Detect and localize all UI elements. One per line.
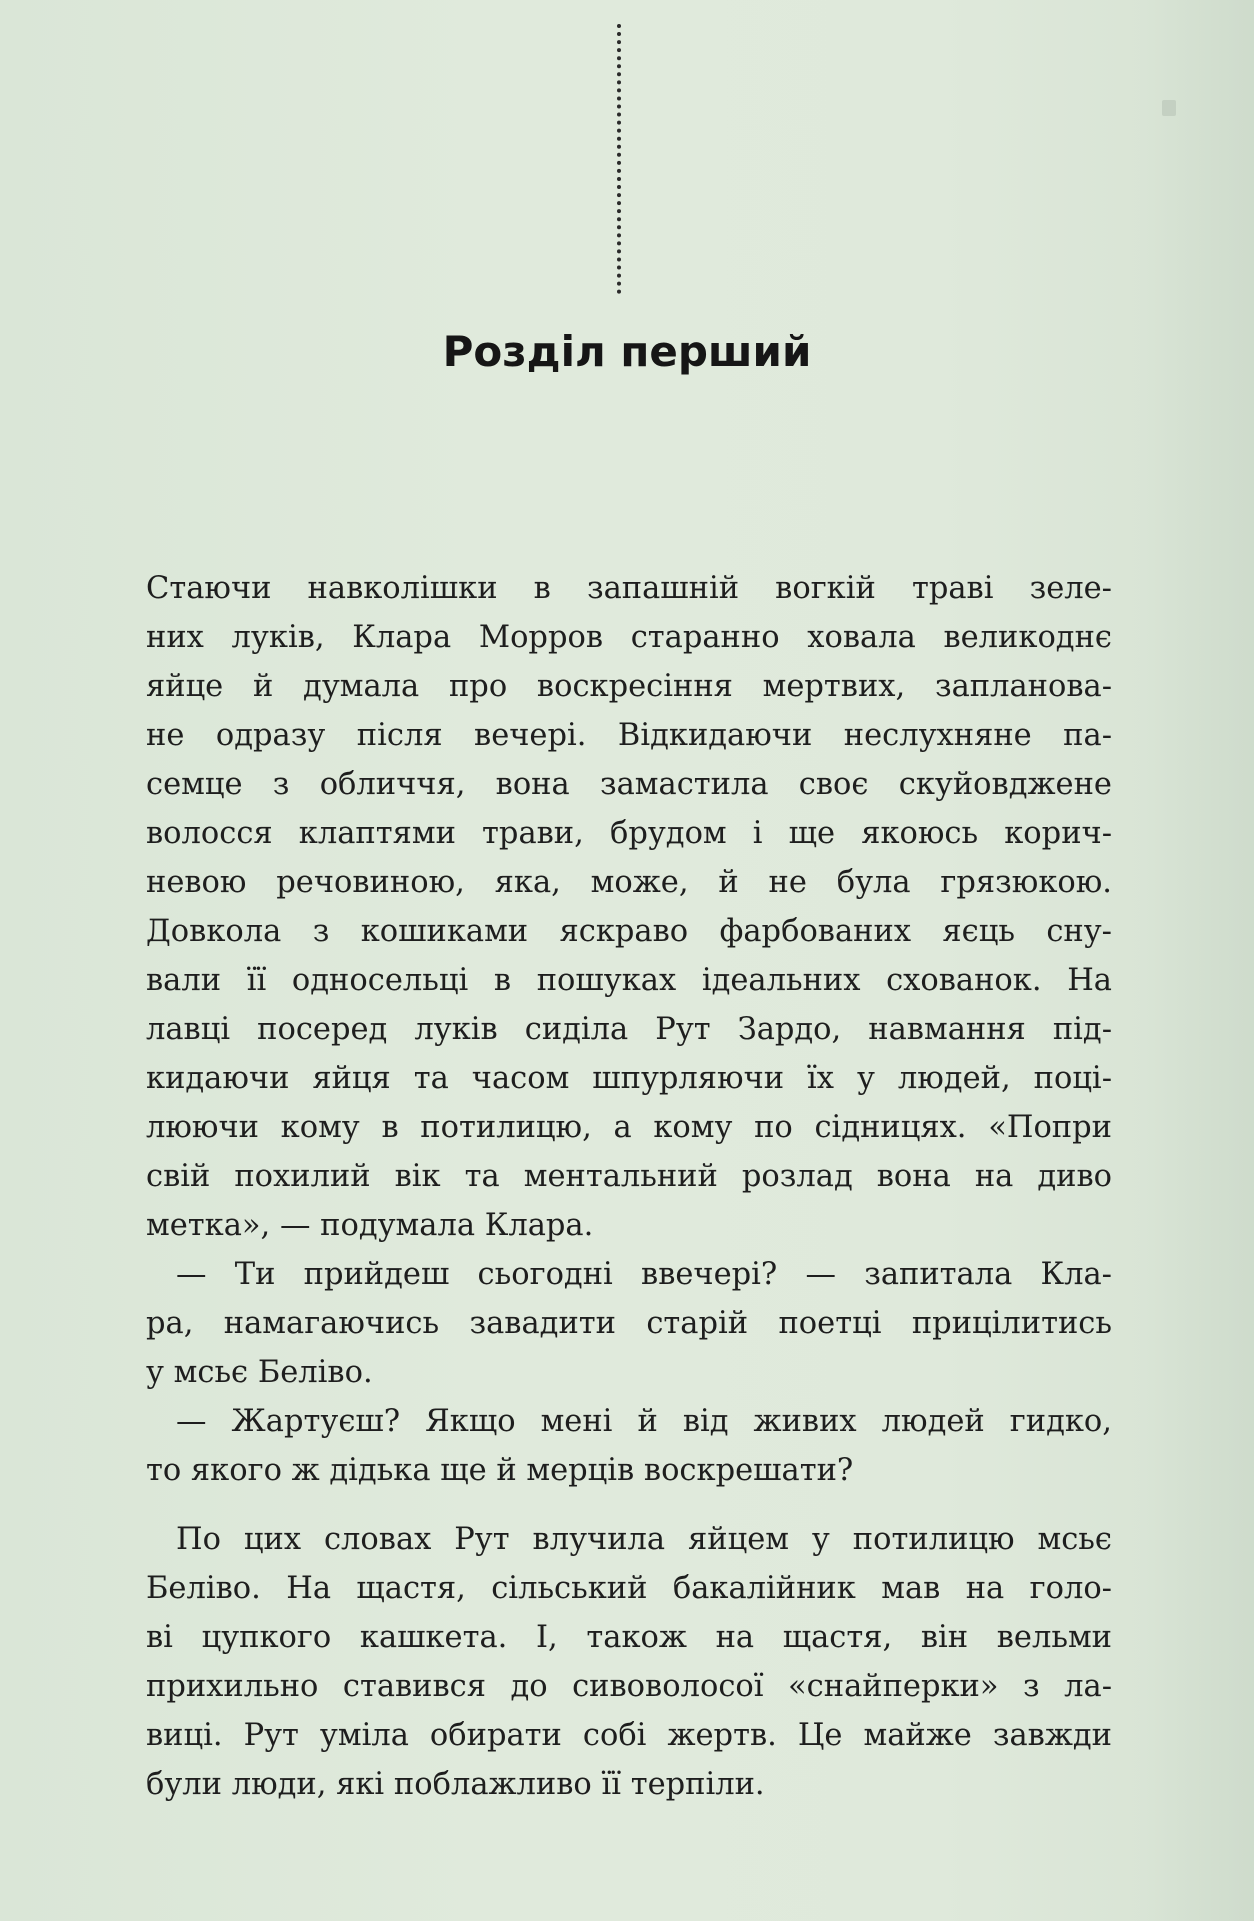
text-line: метка», — подумала Клара. (146, 1208, 594, 1243)
text-line: виці. Рут уміла обирати собі жертв. Це майже завжди (146, 1718, 1112, 1753)
text-line: Довкола з кошиками яскраво фарбованих яєць сну- (146, 914, 1112, 949)
text-line: семце з обличчя, вона замастила своє скуйовджене (146, 767, 1112, 802)
paragraph-2 (146, 1250, 1112, 1397)
text-line: — Ти прийдеш сьогодні ввечері? — запитала Кла- (176, 1257, 1112, 1292)
text-line: у мсьє Беліво. (146, 1355, 373, 1390)
text-line: були люди, які поблажливо її терпіли. (146, 1767, 765, 1802)
text-line: — Жартуєш? Якщо мені й від живих людей гидко, (176, 1404, 1112, 1439)
dotted-divider (617, 24, 621, 294)
text-line: люючи кому в потилицю, а кому по сідницях. «Попри (146, 1110, 1112, 1145)
text-line: ра, намагаючись завадити старій поетці прицілитись (146, 1306, 1112, 1341)
chapter-title: Розділ перший (442, 327, 812, 376)
paragraph-1 (146, 564, 1112, 1250)
body-text (146, 564, 1112, 1809)
text-line: свій похилий вік та ментальний розлад вона на диво (146, 1159, 1112, 1194)
text-line: Стаючи навколішки в запашній вогкій траві зеле- (146, 571, 1112, 606)
text-line: них луків, Клара Морров старанно ховала великоднє (146, 620, 1112, 655)
text-line: яйце й думала про воскресіння мертвих, запланова- (146, 669, 1112, 704)
text-line: то якого ж дідька ще й мерців воскрешати? (146, 1453, 854, 1488)
text-line: вали її односельці в пошуках ідеальних схованок. На (146, 963, 1112, 998)
page-edge-mark (1162, 100, 1176, 116)
text-line: ві цупкого кашкета. І, також на щастя, він вельми (146, 1620, 1112, 1655)
paragraph-4 (146, 1515, 1112, 1809)
text-line: невою речовиною, яка, може, й не була грязюкою. (146, 865, 1112, 900)
text-line: кидаючи яйця та часом шпурляючи їх у людей, поці- (146, 1061, 1112, 1096)
text-line: Беліво. На щастя, сільський бакалійник мав на голо- (146, 1571, 1112, 1606)
paragraph-3 (146, 1397, 1112, 1495)
text-line: не одразу після вечері. Відкидаючи неслухняне па- (146, 718, 1112, 753)
text-line: волосся клаптями трави, брудом і ще якоюсь корич- (146, 816, 1112, 851)
text-line: По цих словах Рут влучила яйцем у потилицю мсьє (176, 1522, 1112, 1557)
text-line: лавці посеред луків сиділа Рут Зардо, навмання під- (146, 1012, 1112, 1047)
text-line: прихильно ставився до сивоволосої «снайперки» з ла- (146, 1669, 1112, 1704)
page-edge-shadow (1144, 0, 1254, 1921)
